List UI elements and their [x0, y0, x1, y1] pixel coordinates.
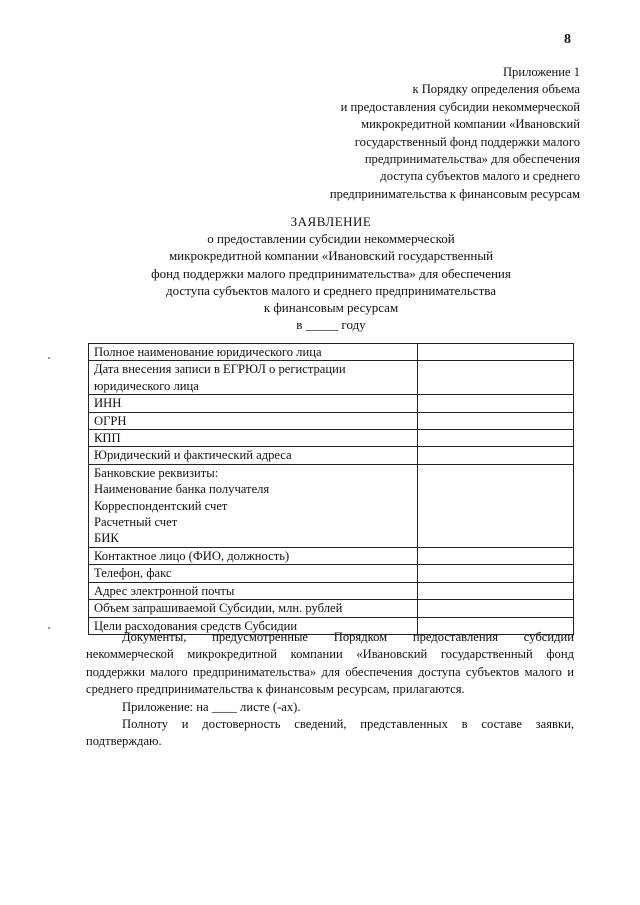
- field-label-line: Расчетный счет: [94, 515, 178, 530]
- field-label-line: Контактное лицо (ФИО, должность): [94, 548, 290, 563]
- field-label-line: Банковские реквизиты:: [94, 465, 219, 480]
- field-value: [417, 547, 573, 564]
- field-label: [89, 344, 418, 361]
- table-row: [89, 430, 574, 447]
- table-row: [89, 412, 574, 429]
- field-label: [89, 412, 418, 429]
- appendix-line: к Порядку определения объема: [412, 82, 580, 97]
- title-heading: ЗАЯВЛЕНИЕ: [290, 214, 372, 229]
- field-label: [89, 582, 418, 599]
- field-value: [417, 582, 573, 599]
- appendix-line: предпринимательства» для обеспечения: [364, 152, 580, 167]
- field-label-line: Корреспондентский счет: [94, 498, 228, 513]
- title-line: к финансовым ресурсам: [263, 300, 399, 316]
- title-year-line: в _____ году: [296, 317, 366, 333]
- field-label-line: ОГРН: [94, 413, 127, 428]
- table-row: [89, 582, 574, 599]
- appendix-line: Приложение 1: [502, 65, 580, 79]
- appendix-line: предпринимательства к финансовым ресурсам: [329, 186, 580, 201]
- field-label: [89, 361, 418, 395]
- scan-speck: [48, 627, 50, 629]
- table-row: [89, 447, 574, 464]
- field-label-line: юридического лица: [94, 378, 199, 393]
- field-label: [89, 430, 418, 447]
- field-value: [417, 395, 573, 412]
- table-row: [89, 600, 574, 617]
- field-value: [417, 600, 573, 617]
- title-line: доступа субъектов малого и среднего предпринимательства: [165, 282, 496, 298]
- field-label-line: Юридический и фактический адреса: [94, 448, 292, 463]
- table-row: [89, 344, 574, 361]
- field-label-line: Дата внесения записи в ЕГРЮЛ о регистрации: [94, 362, 346, 377]
- attachment-paragraph: Приложение: на ____ листе (-ах).: [122, 699, 301, 714]
- field-value: [417, 412, 573, 429]
- table-row: [89, 547, 574, 564]
- field-label: [89, 447, 418, 464]
- appendix-line: доступа субъектов малого и среднего: [380, 169, 580, 184]
- field-label: [89, 395, 418, 412]
- field-value: [417, 344, 573, 361]
- field-label-line: Объем запрашиваемой Субсидии, млн. рублей: [94, 601, 343, 616]
- field-value: [417, 361, 573, 395]
- field-value: [417, 565, 573, 582]
- title-line: фонд поддержки малого предпринимательства» для обеспечения: [151, 265, 511, 281]
- title-line: микрокредитной компании «Ивановский государственный: [168, 248, 494, 264]
- field-label-line: Полное наименование юридического лица: [94, 345, 322, 359]
- field-label: [89, 464, 418, 547]
- page-number: 8: [564, 32, 571, 47]
- field-label: [89, 547, 418, 564]
- field-label: [89, 600, 418, 617]
- field-label: [89, 565, 418, 582]
- appendix-header: [250, 64, 580, 203]
- appendix-line: государственный фонд поддержки малого: [354, 134, 580, 149]
- application-form-table: [88, 343, 574, 635]
- field-label-line: БИК: [94, 531, 119, 546]
- table-row: [89, 464, 574, 547]
- field-label-line: КПП: [94, 431, 121, 446]
- field-label-line: ИНН: [94, 396, 122, 411]
- documents-paragraph: Документы, предусмотренные Порядком предоставления субсидии некоммерческой микрокредитной компании «Ивановский государственный фонд поддержки малого предпринимательства» для обеспечения доступа субъектов малого и среднего предпринимательства к финансовым ресурсам, прилагаются.: [86, 630, 574, 697]
- field-label-line: Наименование банка получателя: [94, 482, 270, 497]
- table-row: [89, 395, 574, 412]
- field-label-line: Адрес электронной почты: [94, 583, 235, 598]
- confirmation-paragraph: Полноту и достоверность сведений, представленных в составе заявки, подтверждаю.: [86, 717, 574, 749]
- document-title: [90, 213, 572, 333]
- body-text: [86, 629, 574, 751]
- field-value: [417, 464, 573, 547]
- table-row: [89, 565, 574, 582]
- field-label-line: Телефон, факс: [94, 566, 172, 581]
- title-line: о предоставлении субсидии некоммерческой: [207, 231, 455, 247]
- appendix-line: и предоставления субсидии некоммерческой: [340, 99, 580, 114]
- field-label-line: Цели расходования средств Субсидии: [94, 618, 298, 633]
- scan-speck: [48, 357, 50, 359]
- table-row: [89, 361, 574, 395]
- field-value: [417, 447, 573, 464]
- appendix-line: микрокредитной компании «Ивановский: [361, 117, 580, 132]
- field-value: [417, 430, 573, 447]
